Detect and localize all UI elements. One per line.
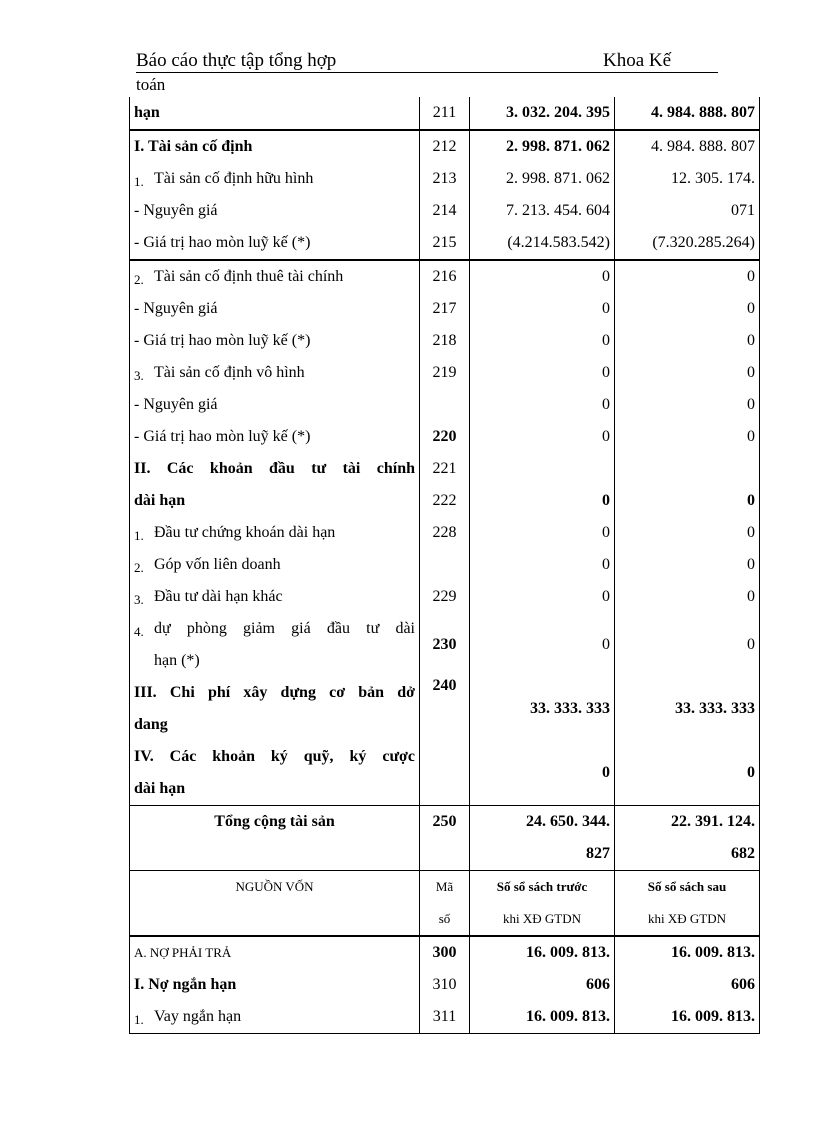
column-header-code: Mã: [420, 871, 470, 904]
value-after: 0: [615, 581, 760, 613]
item-code: 219: [420, 357, 470, 389]
table-row: [130, 485, 760, 517]
value-after: 606: [615, 969, 760, 1001]
item-index: 3.: [134, 368, 144, 383]
item-label: - Giá trị hao mòn luỹ kế (*): [130, 325, 420, 357]
value-before: 0: [470, 260, 615, 293]
item-code: 230: [420, 613, 470, 677]
table-row: [130, 357, 760, 389]
value-after: 0: [615, 293, 760, 325]
item-index: 3.: [134, 592, 144, 607]
item-label: 1. Tài sản cố định hữu hình: [130, 163, 420, 195]
value-after: 12. 305. 174.: [615, 163, 760, 195]
item-index: 2.: [134, 560, 144, 575]
table-row: [130, 936, 760, 969]
table-row: [130, 871, 760, 904]
item-index: 1.: [134, 1012, 144, 1027]
value-after: 0: [615, 613, 760, 677]
value-before: 7. 213. 454. 604: [470, 195, 615, 227]
item-code: 214: [420, 195, 470, 227]
table-row: [130, 421, 760, 453]
value-before: 24. 650. 344.: [470, 806, 615, 839]
value-before: 0: [470, 485, 615, 517]
table-row: [130, 130, 760, 163]
item-label: 4. dự phòng giảm giá đầu tư dài: [130, 613, 420, 645]
item-code: 211: [420, 97, 470, 130]
value-before: 0: [470, 293, 615, 325]
value-after: 0: [615, 421, 760, 453]
item-label: II. Các khoản đầu tư tài chính: [130, 453, 420, 485]
value-before: 16. 009. 813.: [470, 1001, 615, 1034]
item-label: 3. Tài sản cố định vô hình: [130, 357, 420, 389]
item-label: - Giá trị hao mòn luỹ kế (*): [130, 421, 420, 453]
value-before: 2. 998. 871. 062: [470, 130, 615, 163]
item-code: 212: [420, 130, 470, 163]
item-code: 228: [420, 517, 470, 549]
report-title: Báo cáo thực tập tổng hợp: [136, 50, 337, 71]
value-after: 0: [615, 485, 760, 517]
item-label-continued: dang: [130, 709, 420, 741]
column-header-before: Số sổ sách trước: [470, 871, 615, 904]
item-code: 311: [420, 1001, 470, 1034]
value-after: 0: [615, 325, 760, 357]
value-after: 16. 009. 813.: [615, 1001, 760, 1034]
department-name: Khoa Kế: [603, 50, 672, 71]
item-code: 220: [420, 421, 470, 453]
table-row: [130, 517, 760, 549]
item-label: 3. Đầu tư dài hạn khác: [130, 581, 420, 613]
item-code: 310: [420, 969, 470, 1001]
value-before: 0: [470, 581, 615, 613]
value-after: 22. 391. 124.: [615, 806, 760, 839]
column-header-after: Số sổ sách sau: [615, 871, 760, 904]
table-row: [130, 227, 760, 260]
value-after: (7.320.285.264): [615, 227, 760, 260]
table-row: [130, 97, 760, 130]
value-after: 16. 009. 813.: [615, 936, 760, 969]
value-after: 682: [615, 838, 760, 871]
item-code: 213: [420, 163, 470, 195]
column-header-source: NGUỒN VỐN: [130, 871, 420, 904]
value-after: 33. 333. 333: [615, 677, 760, 741]
table-row: [130, 806, 760, 839]
table-row: [130, 389, 760, 421]
value-before: 0: [470, 325, 615, 357]
item-label: [130, 903, 420, 936]
department-name-continued: toán: [136, 75, 166, 94]
table-row: [130, 838, 760, 871]
table-row: [130, 260, 760, 293]
value-after: 0: [615, 260, 760, 293]
total-label: Tổng cộng tài sản: [130, 806, 420, 839]
item-index: 4.: [134, 624, 144, 639]
value-before: 16. 009. 813.: [470, 936, 615, 969]
item-label: - Giá trị hao mòn luỹ kế (*): [130, 227, 420, 260]
page-header: [136, 50, 718, 73]
table-row: [130, 969, 760, 1001]
item-label: I. Nợ ngắn hạn: [130, 969, 420, 1001]
item-code: 222: [420, 485, 470, 517]
item-label: A. NỢ PHẢI TRẢ: [130, 936, 420, 969]
item-index: 2.: [134, 272, 144, 287]
item-label: I. Tài sản cố định: [130, 130, 420, 163]
column-header-before-continued: khi XĐ GTDN: [470, 903, 615, 936]
item-code: 221: [420, 453, 470, 485]
item-label-continued: dài hạn: [130, 773, 420, 806]
value-after: 071: [615, 195, 760, 227]
column-header-after-continued: khi XĐ GTDN: [615, 903, 760, 936]
item-code: 216: [420, 260, 470, 293]
value-before: 0: [470, 613, 615, 677]
value-before: 0: [470, 357, 615, 389]
table-row: [130, 325, 760, 357]
table-row: [130, 549, 760, 581]
value-after: 0: [615, 741, 760, 806]
value-before: 827: [470, 838, 615, 871]
table-row: [130, 581, 760, 613]
value-before: 33. 333. 333: [470, 677, 615, 741]
item-label: - Nguyên giá: [130, 293, 420, 325]
value-before: 0: [470, 741, 615, 806]
value-after: 4. 984. 888. 807: [615, 130, 760, 163]
item-code: 215: [420, 227, 470, 260]
table-row: [130, 741, 760, 773]
item-label: 2. Góp vốn liên doanh: [130, 549, 420, 581]
item-label: 2. Tài sản cố định thuê tài chính: [130, 260, 420, 293]
item-label: 1. Vay ngắn hạn: [130, 1001, 420, 1034]
table-row: [130, 903, 760, 936]
table-row: [130, 195, 760, 227]
item-code: 229: [420, 581, 470, 613]
item-label: [130, 838, 420, 871]
item-code: [420, 838, 470, 871]
value-before: 3. 032. 204. 395: [470, 97, 615, 130]
item-code: [420, 741, 470, 806]
value-before: 2. 998. 871. 062: [470, 163, 615, 195]
item-code: 218: [420, 325, 470, 357]
table-row: [130, 1001, 760, 1034]
value-after: 0: [615, 357, 760, 389]
value-after: 4. 984. 888. 807: [615, 97, 760, 130]
item-code: 300: [420, 936, 470, 969]
table-row: [130, 453, 760, 485]
table-row: [130, 613, 760, 645]
item-index: 1.: [134, 174, 144, 189]
table-row: [130, 163, 760, 195]
item-code: [420, 549, 470, 581]
value-before: 0: [470, 421, 615, 453]
item-label: III. Chi phí xây dựng cơ bản dở: [130, 677, 420, 709]
item-label: - Nguyên giá: [130, 389, 420, 421]
item-label: IV. Các khoản ký quỹ, ký cược: [130, 741, 420, 773]
value-before: [470, 453, 615, 485]
item-code: 217: [420, 293, 470, 325]
value-before: 0: [470, 549, 615, 581]
item-label-continued: hạn (*): [130, 645, 420, 677]
column-header-code-continued: số: [420, 903, 470, 936]
item-label: hạn: [130, 97, 420, 130]
item-code: 250: [420, 806, 470, 839]
value-before: 0: [470, 517, 615, 549]
item-code: 240: [420, 677, 470, 741]
table-row: [130, 677, 760, 709]
item-code: [420, 389, 470, 421]
value-before: (4.214.583.542): [470, 227, 615, 260]
item-label: dài hạn: [130, 485, 420, 517]
value-after: 0: [615, 517, 760, 549]
table-row: [130, 293, 760, 325]
value-after: 0: [615, 549, 760, 581]
value-before: 0: [470, 389, 615, 421]
item-label: 1. Đầu tư chứng khoán dài hạn: [130, 517, 420, 549]
balance-sheet-table: [129, 97, 760, 1034]
value-before: 606: [470, 969, 615, 1001]
item-label: - Nguyên giá: [130, 195, 420, 227]
value-after: 0: [615, 389, 760, 421]
value-after: [615, 453, 760, 485]
item-index: 1.: [134, 528, 144, 543]
